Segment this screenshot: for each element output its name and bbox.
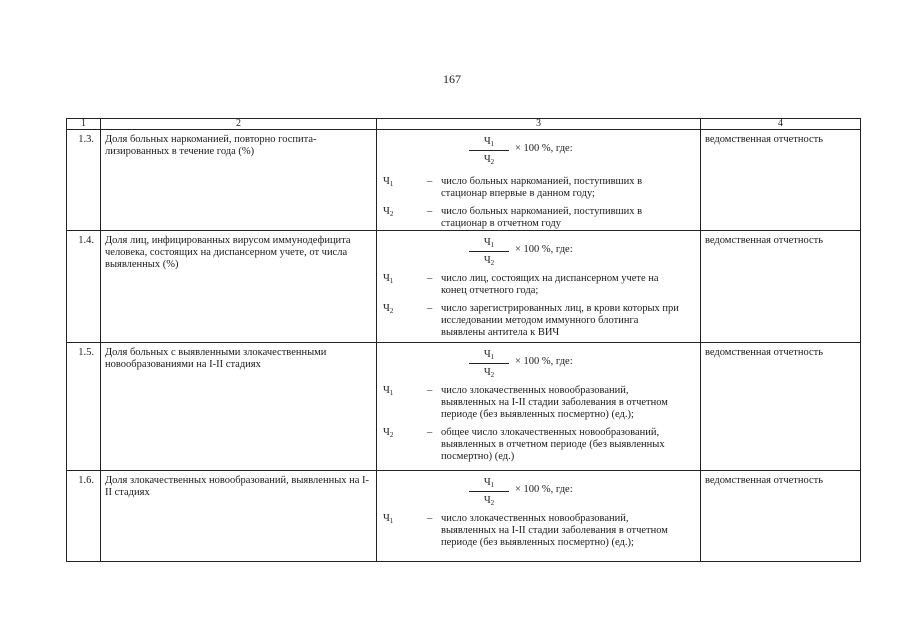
numerator: Ч — [483, 136, 491, 147]
table-header-row — [67, 119, 861, 130]
variable-definition: $Ч_2$ – число больных наркоманией, поступивших в стационар в отчетном году — [383, 206, 643, 229]
table-row — [67, 343, 861, 471]
formula: $Ч_1$ $Ч_2$ × 100 %, где: — [377, 134, 696, 170]
row-number: 1.6. — [67, 471, 101, 562]
table-row — [67, 231, 861, 343]
indicator-name: Доля лиц, инфицированных вирусом иммунодефицита человека, состоящих на диспансерном учете, от числа выявленных (%) — [101, 231, 377, 343]
indicator-name: Доля больных наркоманией, повторно госпита-лизированных в течение года (%) — [101, 130, 377, 231]
source-cell: ведомственная отчетность — [701, 471, 861, 562]
variable-definition: $Ч_1$ – число злокачественных новообразований, выявленных на I-II стадии заболевания в отчетном периоде (без выявленных посмертно) (ед.); — [383, 513, 668, 548]
variable-definition: $Ч_1$ – число лиц, состоящих на диспансерном учете на конец отчетного года; — [383, 273, 659, 296]
page-number: 167 — [443, 72, 461, 86]
variable-definition: $Ч_2$ – число зарегистрированных лиц, в крови которых при исследовании методом иммунного блотинга выявлены антитела к ВИЧ — [383, 303, 679, 338]
denominator: Ч — [483, 154, 491, 165]
column-header: 2 — [101, 119, 377, 130]
formula: $Ч_1$ $Ч_2$ × 100 %, где: — [377, 235, 696, 271]
formula-cell — [377, 231, 701, 343]
variable-definition: $Ч_1$ – число больных наркоманией, поступивших в стационар впервые в данном году; — [383, 176, 643, 199]
variable-definition: $Ч_2$ – общее число злокачественных новообразований, выявленных в отчетном периоде (без выявленных посмертно) (ед.) — [383, 427, 665, 462]
row-number: 1.4. — [67, 231, 101, 343]
row-number: 1.3. — [67, 130, 101, 231]
formula: $Ч_1$ $Ч_2$ × 100 %, где: — [377, 347, 696, 383]
indicator-name: Доля больных с выявленными злокачественными новообразованиями на I-II стадиях — [101, 343, 377, 471]
indicator-name: Доля злокачественных новообразований, выявленных на I-II стадиях — [101, 471, 377, 562]
column-header: 3 — [377, 119, 701, 130]
column-header: 4 — [701, 119, 861, 130]
formula-cell — [377, 471, 701, 562]
formula-cell — [377, 343, 701, 471]
source-cell: ведомственная отчетность — [701, 231, 861, 343]
variable-definition: $Ч_1$ – число злокачественных новообразований, выявленных на I-II стадии заболевания в отчетном периоде (без выявленных посмертно) (ед.); — [383, 385, 668, 420]
formula-cell — [377, 130, 701, 231]
source-cell: ведомственная отчетность — [701, 343, 861, 471]
table-row — [67, 130, 861, 231]
column-header: 1 — [67, 119, 101, 130]
source-cell: ведомственная отчетность — [701, 130, 861, 231]
row-number: 1.5. — [67, 343, 101, 471]
formula: $Ч_1$ $Ч_2$ × 100 %, где: — [377, 475, 696, 511]
table-row — [67, 471, 861, 562]
formula-tail: × 100 %, где: — [515, 143, 573, 154]
indicator-table — [66, 118, 861, 562]
